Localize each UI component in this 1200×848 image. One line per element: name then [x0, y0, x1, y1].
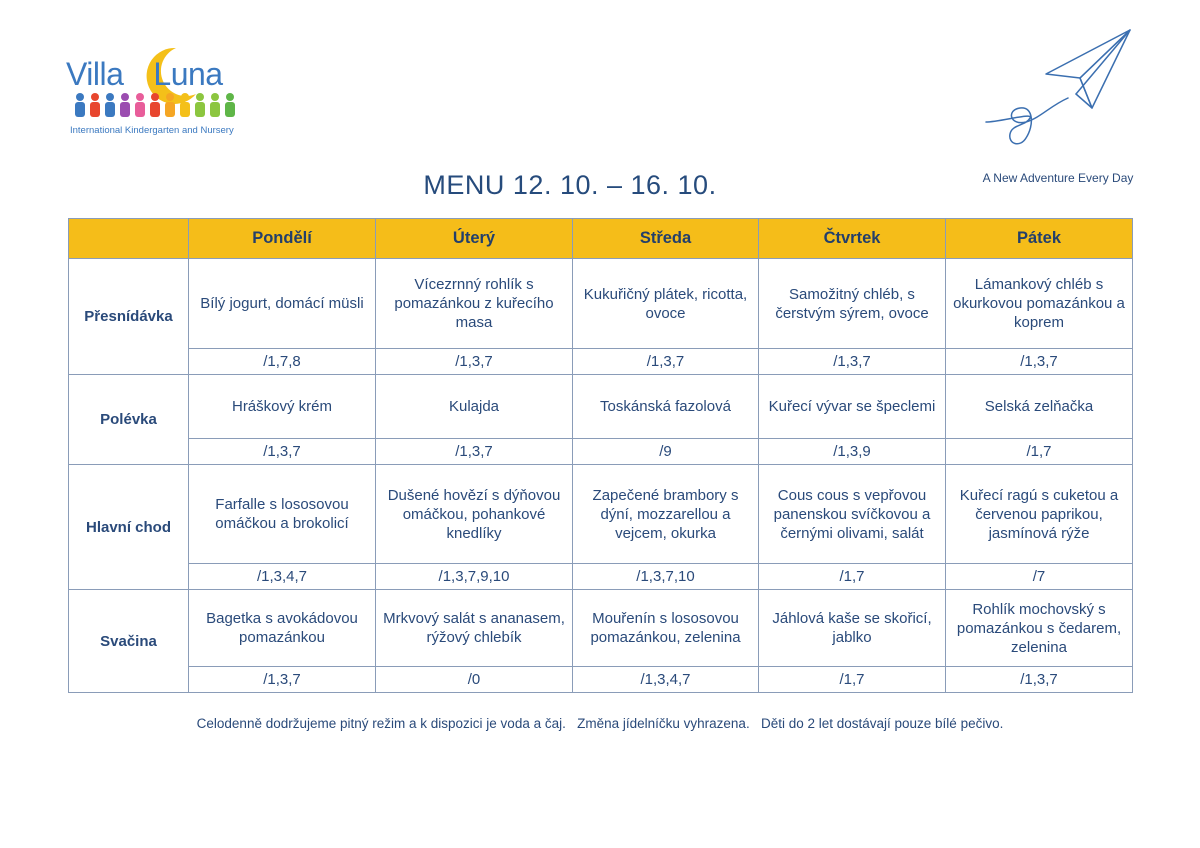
meal-label: Polévka — [69, 375, 189, 465]
menu-table — [68, 218, 1133, 693]
logo-name — [66, 56, 223, 93]
allergen-cell: /1,3,4,7 — [189, 564, 376, 590]
logo-name-part2: Luna — [153, 56, 223, 92]
allergen-cell: /1,7,8 — [189, 349, 376, 375]
allergen-cell: /7 — [946, 564, 1133, 590]
dish-cell: Cous cous s vepřovou panenskou svíčkovou a černými olivami, salát — [759, 465, 946, 564]
day-header: Pondělí — [189, 219, 376, 259]
meal-label: Svačina — [69, 590, 189, 693]
dish-row — [69, 259, 1133, 349]
dish-cell: Vícezrnný rohlík s pomazánkou z kuřecího masa — [376, 259, 573, 349]
allergen-cell: /1,7 — [759, 564, 946, 590]
allergen-cell: /1,3,7 — [376, 349, 573, 375]
slogan: A New Adventure Every Day — [982, 171, 1134, 185]
dish-cell: Hráškový krém — [189, 375, 376, 439]
dish-cell: Kuřecí vývar se špeclemi — [759, 375, 946, 439]
dish-row — [69, 465, 1133, 564]
allergen-row — [69, 439, 1133, 465]
page-title: MENU 12. 10. – 16. 10. — [423, 170, 717, 200]
allergen-cell: /1,7 — [946, 439, 1133, 465]
dish-cell: Kuřecí ragú s cuketou a červenou paprikou, jasmínová rýže — [946, 465, 1133, 564]
dish-cell: Farfalle s lososovou omáčkou a brokolicí — [189, 465, 376, 564]
paper-plane-icon — [980, 26, 1140, 161]
allergen-cell: /1,3,7 — [189, 667, 376, 693]
dish-cell: Jáhlová kaše se skořicí, jablko — [759, 590, 946, 667]
day-header: Úterý — [376, 219, 573, 259]
dish-cell: Lámankový chléb s okurkovou pomazánkou a koprem — [946, 259, 1133, 349]
allergen-cell: /1,3,7,9,10 — [376, 564, 573, 590]
dish-cell: Dušené hovězí s dýňovou omáčkou, pohankové knedlíky — [376, 465, 573, 564]
dish-cell: Kulajda — [376, 375, 573, 439]
allergen-cell: /1,3,7,10 — [573, 564, 759, 590]
dish-cell: Bagetka s avokádovou pomazánkou — [189, 590, 376, 667]
dish-cell: Bílý jogurt, domácí müsli — [189, 259, 376, 349]
meal-label: Přesnídávka — [69, 259, 189, 375]
logo-tagline: International Kindergarten and Nursery — [70, 125, 234, 136]
allergen-row — [69, 667, 1133, 693]
header-row — [69, 219, 1133, 259]
day-header: Středa — [573, 219, 759, 259]
allergen-cell: /1,3,7 — [759, 349, 946, 375]
dish-cell: Mouřenín s lososovou pomazánkou, zelenina — [573, 590, 759, 667]
allergen-cell: /1,3,7 — [946, 349, 1133, 375]
logo — [66, 40, 256, 140]
dish-cell: Mrkvový salát s ananasem, rýžový chlebík — [376, 590, 573, 667]
dish-row — [69, 375, 1133, 439]
meal-label: Hlavní chod — [69, 465, 189, 590]
dish-cell: Kukuřičný plátek, ricotta, ovoce — [573, 259, 759, 349]
allergen-row — [69, 349, 1133, 375]
allergen-cell: /1,3,7 — [189, 439, 376, 465]
dish-cell: Zapečené brambory s dýní, mozzarellou a vejcem, okurka — [573, 465, 759, 564]
footer-note: Celodenně dodržujeme pitný režim a k dispozici je voda a čaj. Změna jídelníčku vyhrazena. Děti do 2 let dostávají pouze bílé pečivo. — [196, 716, 1004, 731]
allergen-cell: /1,7 — [759, 667, 946, 693]
allergen-row — [69, 564, 1133, 590]
dish-row — [69, 590, 1133, 667]
allergen-cell: /1,3,7 — [946, 667, 1133, 693]
allergen-cell: /1,3,4,7 — [573, 667, 759, 693]
dish-cell: Toskánská fazolová — [573, 375, 759, 439]
day-header: Čtvrtek — [759, 219, 946, 259]
children-icon — [72, 92, 242, 118]
logo-name-part1: Villa — [66, 56, 124, 92]
dish-cell: Selská zelňačka — [946, 375, 1133, 439]
allergen-cell: /9 — [573, 439, 759, 465]
allergen-cell: /0 — [376, 667, 573, 693]
dish-cell: Samožitný chléb, s čerstvým sýrem, ovoce — [759, 259, 946, 349]
day-header: Pátek — [946, 219, 1133, 259]
allergen-cell: /1,3,7 — [573, 349, 759, 375]
allergen-cell: /1,3,9 — [759, 439, 946, 465]
corner-cell — [69, 219, 189, 259]
allergen-cell: /1,3,7 — [376, 439, 573, 465]
dish-cell: Rohlík mochovský s pomazánkou s čedarem, zelenina — [946, 590, 1133, 667]
